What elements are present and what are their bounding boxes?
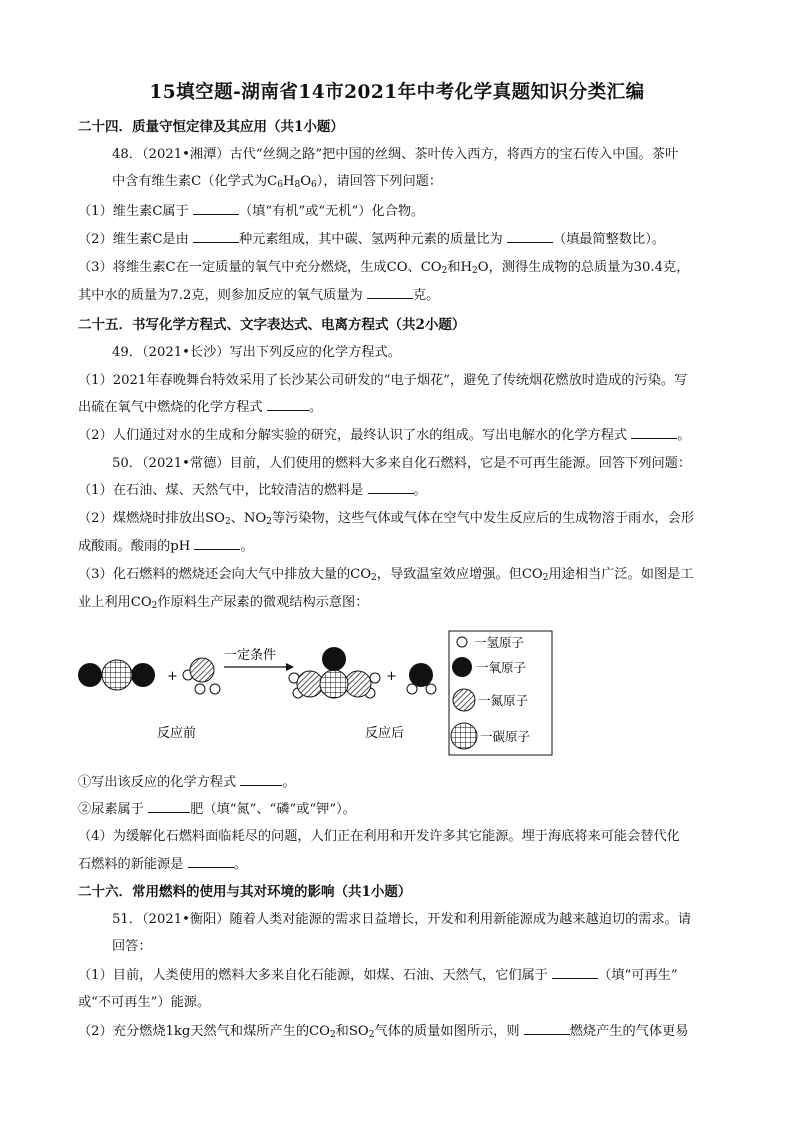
section-heading-26: 二十六．常用燃料的使用与其对环境的影响（共1小题） (78, 884, 412, 900)
urea-reaction-diagram (60, 622, 570, 762)
q49-part1-line2: 出硫在氧气中燃烧的化学方程式 。 (78, 400, 323, 415)
nh3-molecule (183, 658, 220, 694)
answer-blank[interactable] (193, 230, 239, 243)
q48-part3-line2: 其中水的质量为7.2克，则参加反应的氧气质量为 克。 (78, 288, 440, 303)
answer-blank[interactable] (524, 1022, 570, 1035)
reaction-arrow (224, 663, 294, 671)
q51-intro-line2: 回答： (112, 939, 152, 954)
label-after: 反应后 (365, 726, 405, 741)
q50-part2-line2: 成酸雨。酸雨的pH 。 (78, 539, 254, 554)
page-title: 15填空题-湖南省14市2021年中考化学真题知识分类汇编 (149, 82, 645, 103)
q48-part3-line1: （3）将维生素C在一定质量的氧气中充分燃烧，生成CO、$CO_2$和$H_2O$，测得生成物的总质量为30.4克， (78, 260, 690, 276)
plus-sign: + (167, 669, 178, 684)
q50-part3-line1: （3）化石燃料的燃烧还会向大气中排放大量的$CO_2$，导致温室效应增强。但$CO_2$用途相当广泛。如图是工 (78, 567, 694, 583)
q48-part1: （1）维生素C属于 （填“有机”或“无机”）化合物。 (78, 204, 425, 219)
q51-intro-line1: 51．（2021•衡阳）随着人类对能源的需求日益增长，开发和利用新能源成为越来越迫切的需求。请 (112, 912, 692, 927)
section-heading-25: 二十五．书写化学方程式、文字表达式、电离方程式（共2小题） (78, 317, 466, 333)
co2-molecule (78, 660, 155, 690)
label-before: 反应前 (157, 726, 197, 741)
q50-part3-line2: 业上利用$CO_2$作原料生产尿素的微观结构示意图： (78, 595, 369, 611)
answer-blank[interactable] (267, 398, 309, 411)
legend-oxygen: 一氧原子 (476, 660, 527, 675)
answer-blank[interactable] (148, 800, 190, 813)
legend-hydrogen: 一氢原子 (474, 635, 525, 650)
q51-part1-line2: 或“不可再生”）能源。 (78, 995, 211, 1010)
q50-intro: 50．（2021•常德）目前，人们使用的燃料大多来自化石燃料，它是不可再生能源。回答下列问题： (112, 456, 692, 471)
q50-sub2: ②尿素属于 肥（填“氮”、“磷”或“钾”）。 (78, 802, 356, 817)
answer-blank[interactable] (188, 855, 234, 868)
q49-part2: （2）人们通过对水的生成和分解实验的研究，最终认识了水的组成。写出电解水的化学方程式 。 (78, 428, 691, 443)
answer-blank[interactable] (194, 537, 240, 550)
q50-part2-line1: （2）煤燃烧时排放出$SO_2$、$NO_2$等污染物，这些气体或气体在空气中发生反应后的生成物溶于雨水，会形 (78, 511, 694, 527)
q48-intro-line2: 中含有维生素C（化学式为$C_6H_8O_6$），请回答下列问题： (112, 174, 443, 190)
q48-intro-line1: 48．（2021•湘潭）古代“丝绸之路”把中国的丝绸、茶叶传入西方，将西方的宝石传入中国。茶叶 (112, 147, 679, 162)
answer-blank[interactable] (631, 426, 677, 439)
reaction-condition: 一定条件 (224, 648, 277, 663)
q50-sub1: ①写出该反应的化学方程式 。 (78, 775, 296, 790)
urea-molecule (289, 647, 380, 698)
q51-part2: （2）充分燃烧1kg天然气和煤所产生的$CO_2$和$SO_2$气体的质量如图所示，则 燃烧产生的气体更易 (78, 1024, 689, 1040)
answer-blank[interactable] (240, 773, 282, 786)
answer-blank[interactable] (507, 230, 553, 243)
q50-part1: （1）在石油、煤、天然气中，比较清洁的燃料是 。 (78, 483, 427, 498)
legend-carbon: 一碳原子 (480, 729, 531, 744)
q50-part4-line2: 石燃料的新能源是 。 (78, 857, 247, 872)
q49-intro: 49．（2021•长沙）写出下列反应的化学方程式。 (112, 345, 401, 360)
answer-blank[interactable] (552, 966, 598, 979)
answer-blank[interactable] (367, 286, 413, 299)
q50-part4-line1: （4）为缓解化石燃料面临耗尽的问题，人们正在利用和开发许多其它能源。埋于海底将来可能会替代化 (78, 829, 680, 844)
plus-sign: + (386, 669, 397, 684)
q49-part1-line1: （1）2021年春晚舞台特效采用了长沙某公司研发的“电子烟花”，避免了传统烟花燃放时造成的污染。写 (78, 373, 688, 388)
q48-part2: （2）维生素C是由 种元素组成，其中碳、氢两种元素的质量比为 （填最简整数比）。 (78, 232, 666, 247)
section-heading-24: 二十四．质量守恒定律及其应用（共1小题） (78, 119, 344, 135)
legend-nitrogen: 一氮原子 (478, 693, 529, 708)
atom-legend (449, 631, 552, 755)
answer-blank[interactable] (193, 202, 239, 215)
q51-part1-line1: （1）目前，人类使用的燃料大多来自化石能源，如煤、石油、天然气，它们属于 （填“可再生” (78, 968, 678, 983)
answer-blank[interactable] (368, 481, 414, 494)
water-molecule (407, 663, 436, 694)
